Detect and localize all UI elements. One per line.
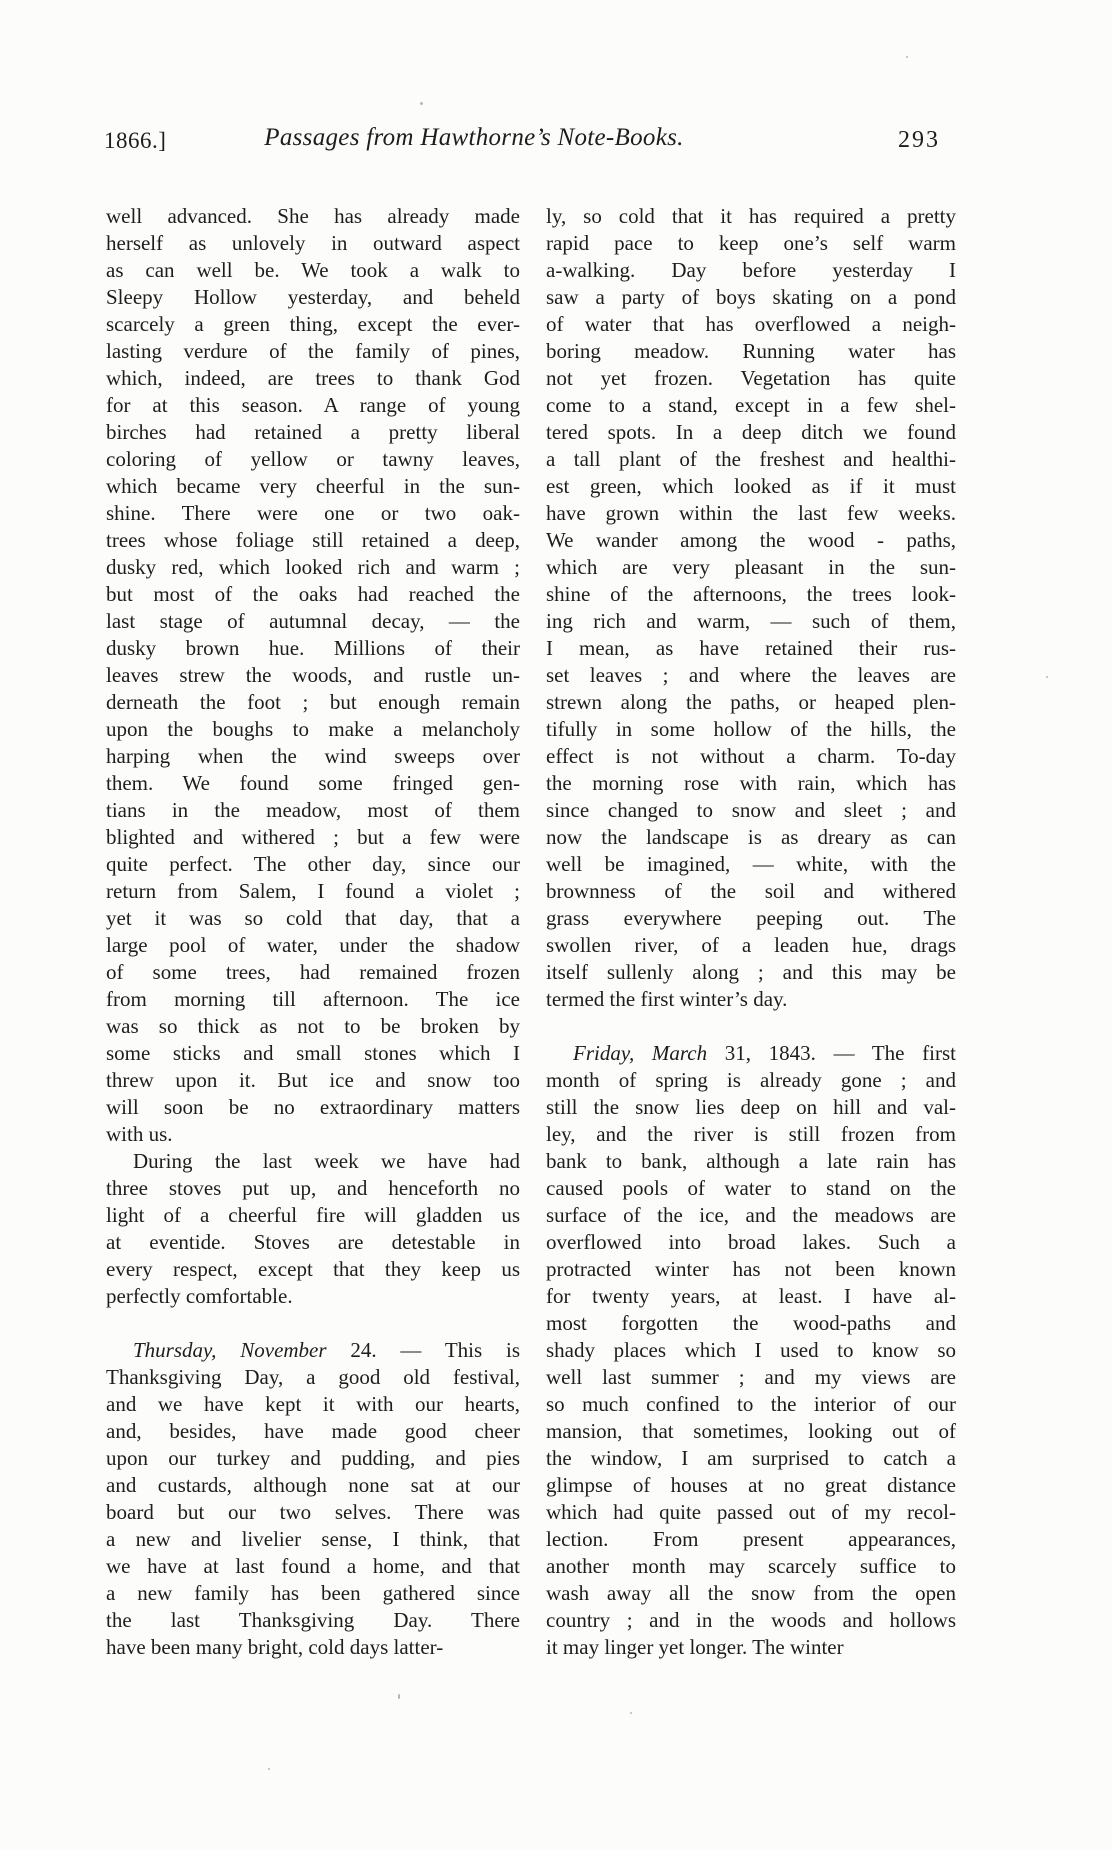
scan-speck xyxy=(630,1712,632,1714)
text-run: 24. — This is xyxy=(326,1338,520,1362)
text-line: set leaves ; and where the leaves are xyxy=(546,663,956,687)
text-line: now the landscape is as dreary as can xyxy=(546,825,956,849)
text-line: for at this season. A range of young xyxy=(106,393,520,417)
text-line: Thanksgiving Day, a good old festival, xyxy=(106,1365,520,1389)
entry-date-italic: Friday, March xyxy=(573,1041,708,1065)
text-line: we have at last found a home, and that xyxy=(106,1554,520,1578)
text-line: During the last week we have had xyxy=(133,1149,520,1173)
paragraph xyxy=(106,203,520,1148)
text-line: which are very pleasant in the sun- xyxy=(546,555,956,579)
text-line: large pool of water, under the shadow xyxy=(106,933,520,957)
text-line: boring meadow. Running water has xyxy=(546,339,956,363)
text-line: and custards, although none sat at our xyxy=(106,1473,520,1497)
text-line: birches had retained a pretty liberal xyxy=(106,420,520,444)
text-line: it may linger yet longer. The winter xyxy=(546,1635,844,1659)
text-line: upon our turkey and pudding, and pies xyxy=(106,1446,520,1470)
text-line xyxy=(106,1337,520,1364)
header-page-number: 293 xyxy=(898,127,940,153)
text-line: lection. From present appearances, xyxy=(546,1527,956,1551)
text-line: a new family has been gathered since xyxy=(106,1581,520,1605)
text-line: the last Thanksgiving Day. There xyxy=(106,1608,520,1632)
text-line: from morning till afternoon. The ice xyxy=(106,987,520,1011)
text-line: Sleepy Hollow yesterday, and beheld xyxy=(106,285,520,309)
text-line: rapid pace to keep one’s self warm xyxy=(546,231,956,255)
text-line: ley, and the river is still frozen from xyxy=(546,1122,956,1146)
text-line: I mean, as have retained their rus- xyxy=(546,636,956,660)
text-line: another month may scarcely suffice to xyxy=(546,1554,956,1578)
text-line: since changed to snow and sleet ; and xyxy=(546,798,956,822)
text-line: of water that has overflowed a neigh- xyxy=(546,312,956,336)
text-line: three stoves put up, and henceforth no xyxy=(106,1176,520,1200)
text-line: est green, which looked as if it must xyxy=(546,474,956,498)
text-line: threw upon it. But ice and snow too xyxy=(106,1068,520,1092)
text-line: tifully in some hollow of the hills, the xyxy=(546,717,956,741)
text-line: have grown within the last few weeks. xyxy=(546,501,956,525)
text-line xyxy=(546,1040,956,1067)
text-line: grass everywhere peeping out. The xyxy=(546,906,956,930)
text-line: of some trees, had remained frozen xyxy=(106,960,520,984)
running-header xyxy=(0,124,1112,160)
text-line: caused pools of water to stand on the xyxy=(546,1176,956,1200)
text-line: upon the boughs to make a melancholy xyxy=(106,717,520,741)
text-line: a new and livelier sense, I think, that xyxy=(106,1527,520,1551)
text-line: itself sullenly along ; and this may be xyxy=(546,960,956,984)
text-line: glimpse of houses at no great distance xyxy=(546,1473,956,1497)
text-line: bank to bank, although a late rain has xyxy=(546,1149,956,1173)
paragraph xyxy=(106,1148,520,1310)
text-line: not yet frozen. Vegetation has quite xyxy=(546,366,956,390)
text-line: trees whose foliage still retained a deep, xyxy=(106,528,520,552)
text-line: but most of the oaks had reached the xyxy=(106,582,520,606)
text-line: was so thick as not to be broken by xyxy=(106,1014,520,1038)
right-column xyxy=(546,203,956,1661)
scan-speck xyxy=(420,102,423,105)
paragraph xyxy=(546,203,956,1013)
text-line: overflowed into broad lakes. Such a xyxy=(546,1230,956,1254)
text-line: well last summer ; and my views are xyxy=(546,1365,956,1389)
text-line: ing rich and warm, — such of them, xyxy=(546,609,956,633)
text-line: wash away all the snow from the open xyxy=(546,1581,956,1605)
text-line: mansion, that sometimes, looking out of xyxy=(546,1419,956,1443)
text-line: country ; and in the woods and hollows xyxy=(546,1608,956,1632)
text-line: so much confined to the interior of our xyxy=(546,1392,956,1416)
text-line: shine. There were one or two oak- xyxy=(106,501,520,525)
text-line: a tall plant of the freshest and healthi- xyxy=(546,447,956,471)
text-columns xyxy=(106,203,956,1661)
entry-date-italic: Thursday, November xyxy=(133,1338,327,1362)
text-line: dusky red, which looked rich and warm ; xyxy=(106,555,520,579)
text-line: strewn along the paths, or heaped plen- xyxy=(546,690,956,714)
text-line: blighted and withered ; but a few were xyxy=(106,825,520,849)
text-line: still the snow lies deep on hill and val- xyxy=(546,1095,956,1119)
text-line: have been many bright, cold days latter- xyxy=(106,1635,444,1659)
text-line: some sticks and small stones which I xyxy=(106,1041,520,1065)
scan-speck xyxy=(1046,676,1048,678)
text-line: shine of the afternoons, the trees look- xyxy=(546,582,956,606)
paragraph xyxy=(106,1337,520,1661)
text-line: protracted winter has not been known xyxy=(546,1257,956,1281)
text-line: yet it was so cold that day, that a xyxy=(106,906,520,930)
text-line: last stage of autumnal decay, — the xyxy=(106,609,520,633)
text-line: month of spring is already gone ; and xyxy=(546,1068,956,1092)
text-line: coloring of yellow or tawny leaves, xyxy=(106,447,520,471)
text-line: which, indeed, are trees to thank God xyxy=(106,366,520,390)
text-line: effect is not without a charm. To-day xyxy=(546,744,956,768)
text-line: tered spots. In a deep ditch we found xyxy=(546,420,956,444)
text-line: well advanced. She has already made xyxy=(106,204,520,228)
scan-speck xyxy=(268,1768,270,1770)
text-line: come to a stand, except in a few shel- xyxy=(546,393,956,417)
text-line: for twenty years, at least. I have al- xyxy=(546,1284,956,1308)
text-line: derneath the foot ; but enough remain xyxy=(106,690,520,714)
scan-speck xyxy=(906,56,908,58)
header-title: Passages from Hawthorne’s Note-Books. xyxy=(264,124,684,151)
text-line: termed the first winter’s day. xyxy=(546,987,788,1011)
text-line: leaves strew the woods, and rustle un- xyxy=(106,663,520,687)
text-line: scarcely a green thing, except the ever- xyxy=(106,312,520,336)
text-line: light of a cheerful fire will gladden us xyxy=(106,1203,520,1227)
text-line: shady places which I used to know so xyxy=(546,1338,956,1362)
text-line: and we have kept it with our hearts, xyxy=(106,1392,520,1416)
text-line: which had quite passed out of my recol- xyxy=(546,1500,956,1524)
text-line: a-walking. Day before yesterday I xyxy=(546,258,956,282)
scan-speck xyxy=(398,1694,400,1699)
text-line: ly, so cold that it has required a pretty xyxy=(546,204,956,228)
text-line: lasting verdure of the family of pines, xyxy=(106,339,520,363)
text-line: surface of the ice, and the meadows are xyxy=(546,1203,956,1227)
text-line: herself as unlovely in outward aspect xyxy=(106,231,520,255)
text-line: at eventide. Stoves are detestable in xyxy=(106,1230,520,1254)
text-line: with us. xyxy=(106,1122,173,1146)
text-line: brownness of the soil and withered xyxy=(546,879,956,903)
text-line: perfectly comfortable. xyxy=(106,1284,293,1308)
text-line: the window, I am surprised to catch a xyxy=(546,1446,956,1470)
left-column xyxy=(106,203,520,1661)
text-line: and, besides, have made good cheer xyxy=(106,1419,520,1443)
header-year: 1866.] xyxy=(104,128,167,153)
text-line: We wander among the wood - paths, xyxy=(546,528,956,552)
text-line: saw a party of boys skating on a pond xyxy=(546,285,956,309)
text-line: them. We found some fringed gen- xyxy=(106,771,520,795)
text-line: which became very cheerful in the sun- xyxy=(106,474,520,498)
text-line: the morning rose with rain, which has xyxy=(546,771,956,795)
text-line: harping when the wind sweeps over xyxy=(106,744,520,768)
text-line: swollen river, of a leaden hue, drags xyxy=(546,933,956,957)
text-run: 31, 1843. — The first xyxy=(707,1041,956,1065)
text-line: well be imagined, — white, with the xyxy=(546,852,956,876)
text-line: dusky brown hue. Millions of their xyxy=(106,636,520,660)
text-line: most forgotten the wood-paths and xyxy=(546,1311,956,1335)
text-line: board but our two selves. There was xyxy=(106,1500,520,1524)
paragraph xyxy=(546,1040,956,1661)
text-line: as can well be. We took a walk to xyxy=(106,258,520,282)
text-line: tians in the meadow, most of them xyxy=(106,798,520,822)
text-line: quite perfect. The other day, since our xyxy=(106,852,520,876)
text-line: return from Salem, I found a violet ; xyxy=(106,879,520,903)
text-line: every respect, except that they keep us xyxy=(106,1257,520,1281)
text-line: will soon be no extraordinary matters xyxy=(106,1095,520,1119)
